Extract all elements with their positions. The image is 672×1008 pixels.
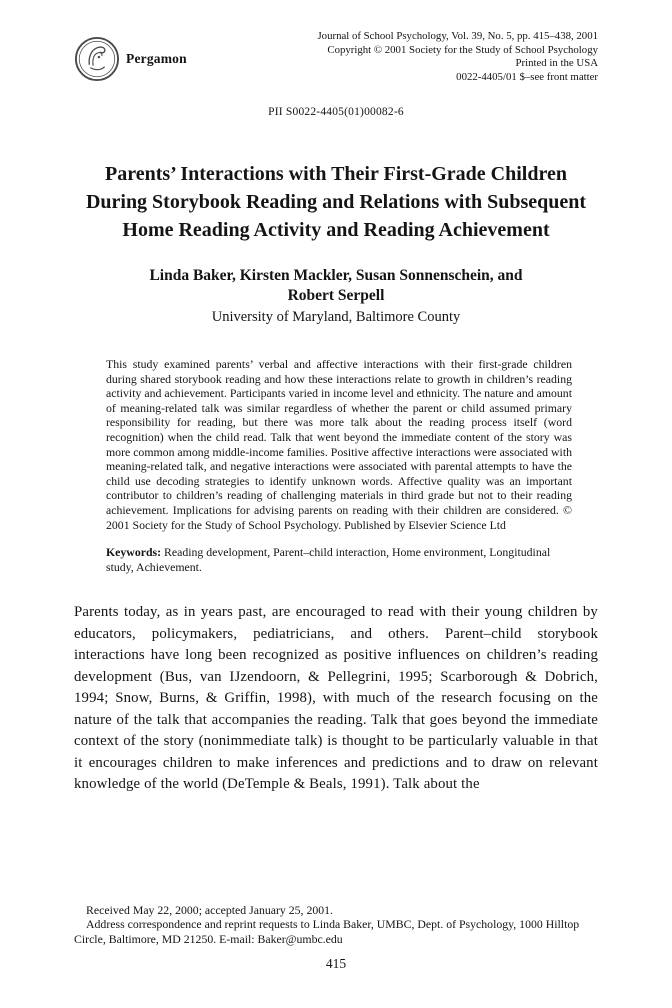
pergamon-logo-icon [74,36,120,82]
received-dates-note: Received May 22, 2000; accepted January 25, 2001. [86,902,334,917]
article-authors: Linda Baker, Kirsten Mackler, Susan Sonnenschein, and Robert Serpell [149,267,523,304]
printed-line: Printed in the USA [515,57,598,69]
journal-meta [187,28,598,84]
author-affiliation: University of Maryland, Baltimore County [211,309,461,325]
body-paragraph: Parents today, as in years past, are encouraged to read with their young children by educators, policymakers, pediatricians, and others. Parent–child storybook interactions have long been recognized as positive influences on children’s reading development (Bus, van IJzendoorn, & Pellegrini, 1995; Scarborough & Dobrich, 1994; Snow, Burns, & Griffin, 1998), with much of the research focusing on the nature of the talk that accompanies the reading. Talk that goes beyond the immediate context of the story (nonimmediate talk) is thought to be particularly valuable in that it encourages children to make inferences and predictions and to draw on relevant knowledge of the world (DeTemple & Beals, 1991). Talk about the [74,604,598,793]
abstract-text: This study examined parents’ verbal and affective interactions with their first-grade children during shared storybook reading and how these interactions relate to growth in children’s reading activity and achievement. Participants varied in income level and ethnicity. The nature and amount of meaning-related talk was similar regardless of whether the parent or child assumed primary responsibility for reading, but there was more talk about the reading process itself (word recognition) when the child read. Talk that went beyond the immediate content of the story was more common among middle-income families. Positive affective interactions were associated with meaning-related talk, and negative interactions were associated with parental attempts to have the child use decoding strategies to identify unknown words. Affective quality was an important contributor to children’s reading of challenging materials in third grade but not to their reading achievement. Implications for advising parents on reading with their children are considered. © 2001 Society for the Study of School Psychology. Published by Elsevier Science Ltd [106,357,572,532]
journal-citation-line: Journal of School Psychology, Vol. 39, No. 5, pp. 415–438, 2001 [317,30,598,42]
keywords-list: Reading development, Parent–child interaction, Home environment, Longitudinal study, Achievement. [106,545,551,574]
publisher-logo-block [74,36,187,82]
correspondence-note: Address correspondence and reprint requests to Linda Baker, UMBC, Dept. of Psychology, 1000 Hilltop Circle, Baltimore, MD 21250. E-mail: Baker@umbc.edu [74,917,580,946]
page-header [74,28,598,84]
article-title: Parents’ Interactions with Their First-Grade Children During Storybook Reading and Relations with Subsequent Home Reading Activity and Reading Achievement [85,163,587,241]
keywords-block [106,545,572,574]
footnote-block [74,903,598,947]
publisher-name: Pergamon [126,51,187,66]
page-number: 415 [325,956,347,971]
issn-line: 0022-4405/01 $–see front matter [456,70,598,83]
copyright-line: Copyright © 2001 Society for the Study of School Psychology [327,43,598,56]
keywords-label: Keywords: [106,545,162,560]
pii-identifier: PII S0022-4405(01)00082-6 [268,106,404,118]
